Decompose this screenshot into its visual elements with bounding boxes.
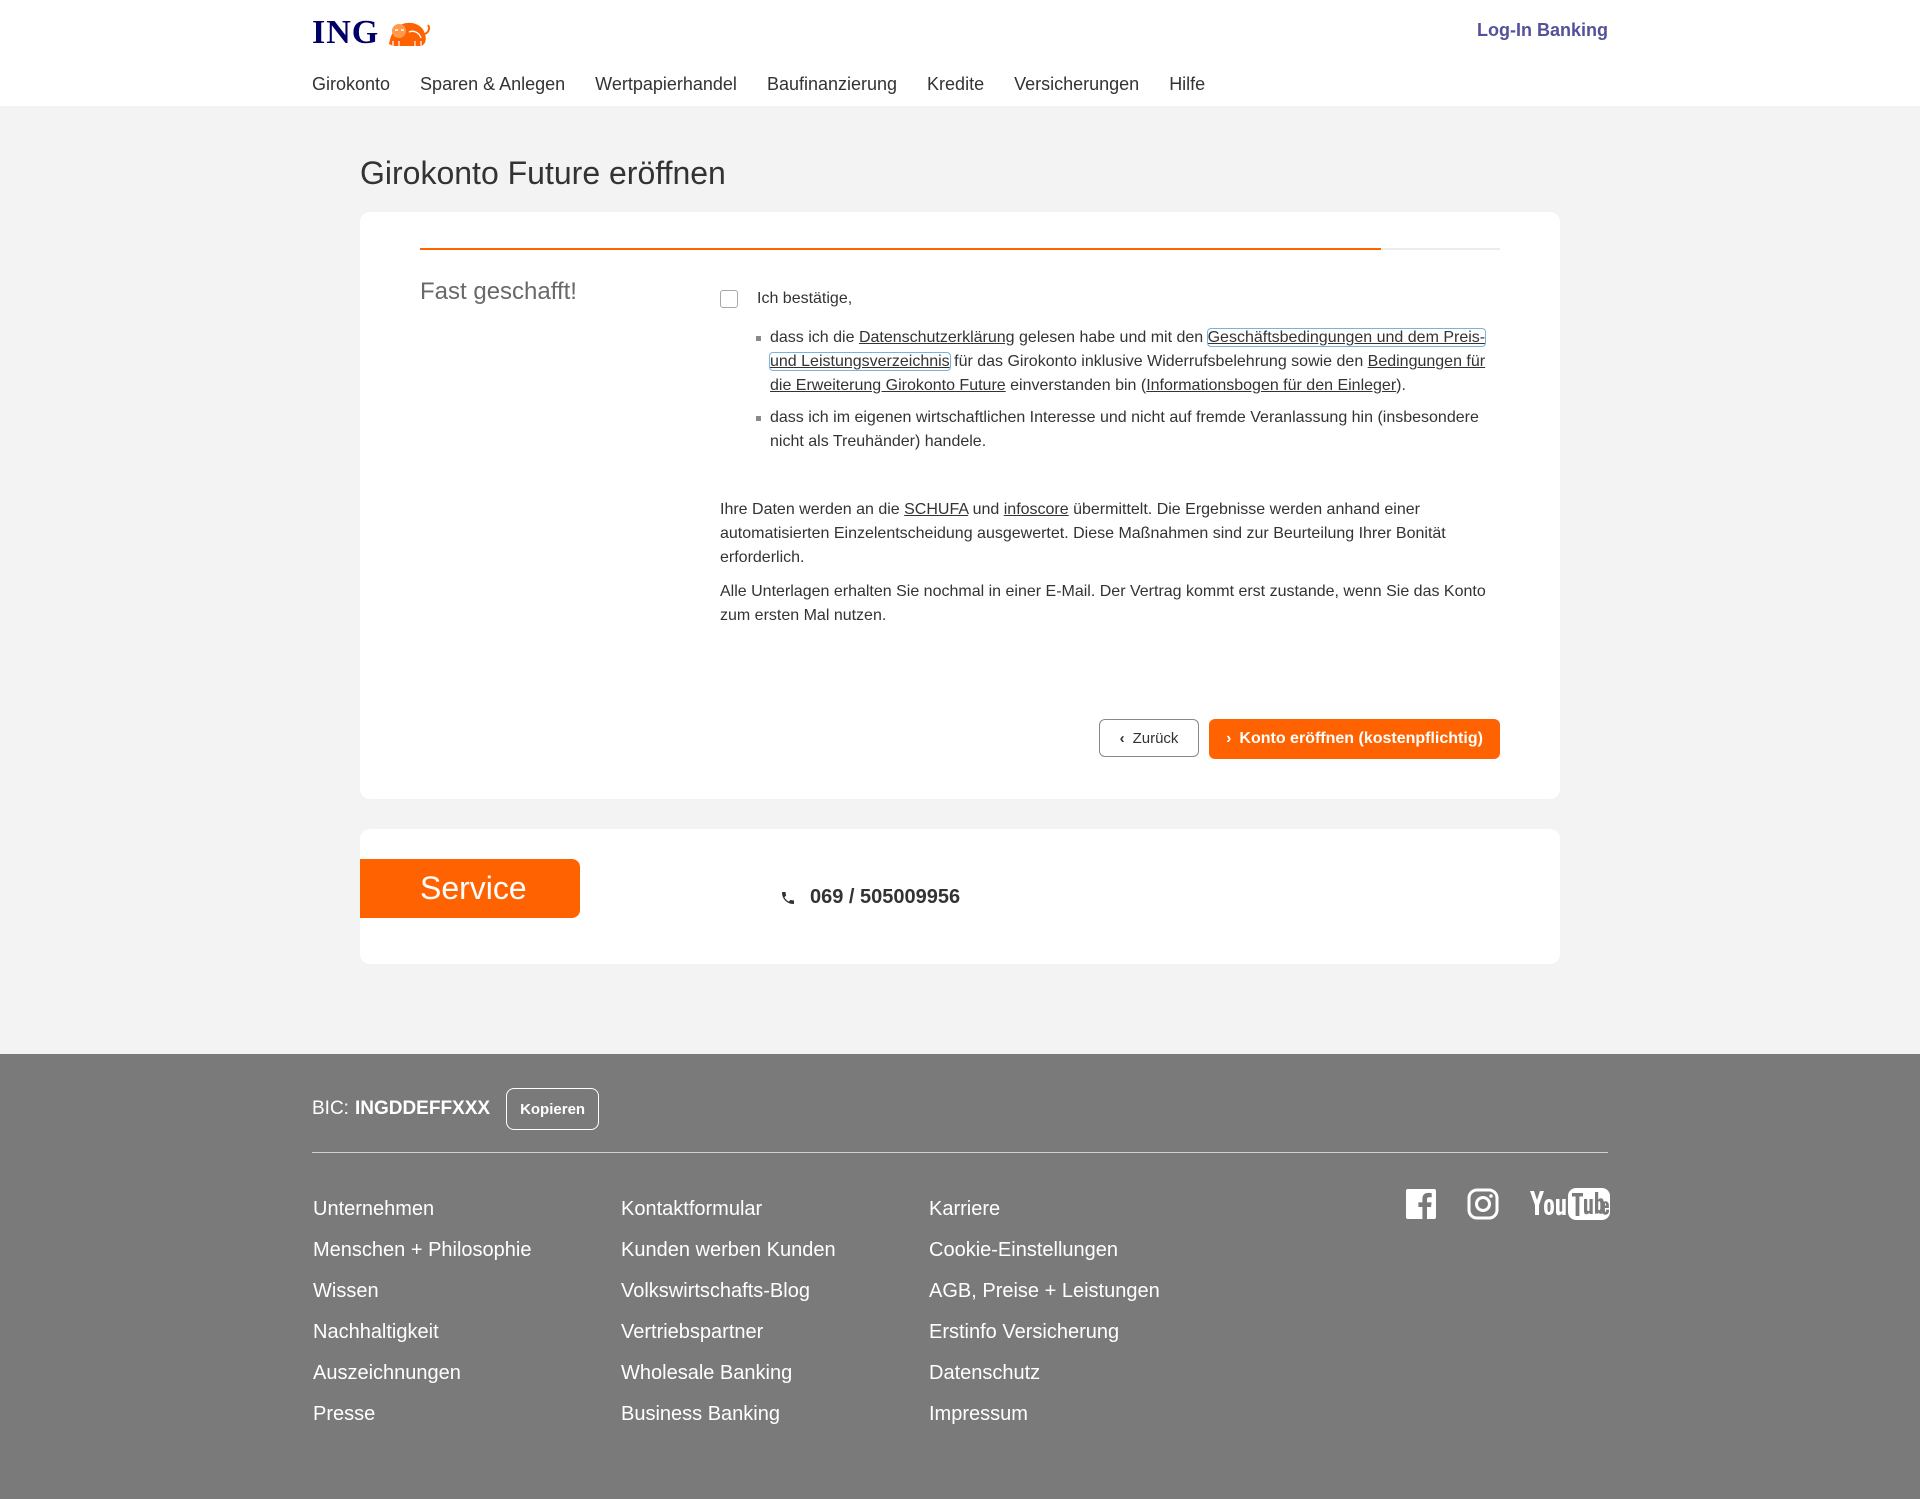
open-account-button[interactable] — [1209, 719, 1500, 759]
form-card — [360, 212, 1560, 799]
open-account-label: Konto eröffnen (kostenpflichtig) — [1239, 730, 1483, 747]
info-text — [720, 498, 1500, 638]
nav-item-versicherungen[interactable]: Versicherungen — [1014, 74, 1140, 94]
list-item — [929, 1353, 1160, 1394]
confirm-checkbox[interactable] — [720, 290, 738, 308]
bullet-text: gelesen habe und mit den — [1014, 329, 1208, 346]
footer-link-auszeichnungen[interactable]: Auszeichnungen — [313, 1362, 461, 1384]
bedingungen-erweiterung-link[interactable]: Bedingungen für die Erweiterung Girokonto Future — [770, 353, 1486, 394]
footer-link-karriere[interactable]: Karriere — [929, 1198, 1001, 1220]
bic-label: BIC: — [312, 1098, 349, 1119]
list-item: dass ich im eigenen wirtschaftlichen Interesse und nicht auf fremde Veranlassung hin (insbesondere nicht als Treuhänder) handele. — [756, 406, 1500, 454]
footer-link-presse[interactable]: Presse — [313, 1403, 376, 1425]
nav-item-baufinanzierung[interactable]: Baufinanzierung — [766, 74, 898, 94]
footer-link-vw-blog[interactable]: Volkswirtschafts-Blog — [621, 1280, 810, 1302]
list-item — [929, 1189, 1160, 1230]
schufa-info — [720, 498, 1500, 570]
bullet-text: einverstanden bin ( — [1005, 377, 1147, 394]
list-item — [313, 1271, 531, 1312]
geschaeftsbedingungen-link[interactable]: Geschäftsbedingungen und dem Preis- und Leistungsverzeichnis — [770, 329, 1486, 370]
progress-bar — [420, 248, 1500, 250]
phone-number: 069 / 505009956 — [810, 886, 961, 908]
bullet-text: ). — [1396, 377, 1406, 394]
list-item — [313, 1230, 531, 1271]
footer-link-business[interactable]: Business Banking — [621, 1403, 780, 1425]
service-card — [360, 829, 1560, 964]
footer-link-kunden-werben[interactable]: Kunden werben Kunden — [621, 1239, 836, 1261]
youtube-icon[interactable] — [1529, 1187, 1611, 1221]
back-button[interactable] — [1099, 719, 1199, 757]
list-item — [621, 1271, 836, 1312]
service-title: Service — [360, 859, 580, 918]
footer-link-cookies[interactable]: Cookie-Einstellungen — [929, 1239, 1119, 1261]
list-item — [313, 1189, 531, 1230]
list-item — [756, 326, 1500, 398]
datenschutz-link[interactable]: Datenschutzerklärung — [858, 329, 1015, 346]
page-title: Girokonto Future eröffnen — [360, 155, 726, 191]
footer-link-nachhaltigkeit[interactable]: Nachhaltigkeit — [313, 1321, 439, 1343]
nav-item-kredite[interactable]: Kredite — [927, 74, 985, 94]
nav-item-wertpapierhandel[interactable]: Wertpapierhandel — [595, 74, 737, 94]
confirm-row — [720, 290, 1500, 308]
logo-text: ING — [312, 14, 380, 51]
schufa-link[interactable]: SCHUFA — [904, 501, 969, 518]
info-text-part: Ihre Daten werden an die — [720, 501, 905, 518]
footer-link-wholesale[interactable]: Wholesale Banking — [621, 1362, 793, 1384]
bic-value: INGDDEFFXXX — [354, 1098, 491, 1119]
progress-fill — [420, 248, 1381, 250]
social-links — [1405, 1187, 1641, 1221]
footer-link-kontaktformular[interactable]: Kontaktformular — [621, 1198, 763, 1220]
list-item — [313, 1353, 531, 1394]
footer-link-vertriebspartner[interactable]: Vertriebspartner — [621, 1321, 764, 1343]
footer-col-3 — [929, 1189, 1160, 1435]
copy-bic-button[interactable]: Kopieren — [506, 1088, 599, 1130]
footer — [0, 1054, 1920, 1499]
ing-logo[interactable] — [312, 14, 431, 52]
informationsbogen-link[interactable]: Informationsbogen für den Einleger — [1146, 377, 1397, 394]
list-item — [929, 1230, 1160, 1271]
footer-link-impressum[interactable]: Impressum — [929, 1403, 1028, 1425]
service-phone[interactable] — [780, 886, 960, 909]
list-item — [621, 1353, 836, 1394]
infoscore-link[interactable]: infoscore — [1003, 501, 1069, 518]
header — [0, 0, 1920, 106]
bullet-text: für das Girokonto inklusive Widerrufsbelehrung sowie den — [949, 353, 1368, 370]
instagram-icon[interactable] — [1467, 1188, 1499, 1220]
nav-item-girokonto[interactable]: Girokonto — [312, 74, 391, 94]
footer-link-erstinfo[interactable]: Erstinfo Versicherung — [929, 1321, 1120, 1343]
list-item — [621, 1189, 836, 1230]
chevron-left-icon: ‹ — [1119, 729, 1125, 747]
confirmation-list — [720, 326, 1500, 454]
nav-item-hilfe[interactable]: Hilfe — [1169, 74, 1206, 94]
back-label: Zurück — [1132, 729, 1179, 747]
footer-link-agb[interactable]: AGB, Preise + Leistungen — [929, 1280, 1160, 1302]
footer-link-unternehmen[interactable]: Unternehmen — [313, 1198, 435, 1220]
footer-divider — [312, 1152, 1608, 1153]
confirmation-block — [720, 290, 1500, 462]
list-item — [313, 1394, 531, 1435]
footer-link-datenschutz[interactable]: Datenschutz — [929, 1362, 1041, 1384]
list-item — [621, 1394, 836, 1435]
footer-col-1 — [313, 1189, 531, 1435]
footer-link-wissen[interactable]: Wissen — [313, 1280, 379, 1302]
confirm-label: Ich bestätige, — [757, 290, 853, 307]
bic-block — [312, 1088, 599, 1130]
list-item — [621, 1312, 836, 1353]
footer-col-2 — [621, 1189, 836, 1435]
login-banking-link[interactable]: Log-In Banking — [1477, 20, 1608, 40]
footer-link-menschen-philosophie[interactable]: Menschen + Philosophie — [313, 1239, 532, 1261]
documents-info: Alle Unterlagen erhalten Sie nochmal in einer E-Mail. Der Vertrag kommt erst zustande, wenn Sie das Konto zum ersten Mal nutzen. — [720, 583, 1486, 624]
step-title: Fast geschafft! — [420, 278, 577, 305]
info-text-part: übermittelt. Die Ergebnisse werden anhand einer automatisierten Einzelentscheidung ausgewertet. Diese Maßnahmen sind zur Beurteilung Ihrer Bonität erforderlich. — [720, 501, 1446, 566]
bullet-text: dass ich die — [770, 329, 859, 346]
info-text-part: und — [968, 501, 1004, 518]
list-item — [929, 1312, 1160, 1353]
phone-icon — [780, 890, 796, 906]
chevron-right-icon: › — [1226, 730, 1232, 747]
main-nav — [312, 74, 1235, 95]
lion-icon — [385, 18, 431, 48]
list-item — [313, 1312, 531, 1353]
facebook-icon[interactable] — [1405, 1188, 1437, 1220]
list-item — [929, 1394, 1160, 1435]
list-item — [929, 1271, 1160, 1312]
list-item — [621, 1230, 836, 1271]
nav-item-sparen-anlegen[interactable]: Sparen & Anlegen — [420, 74, 566, 94]
